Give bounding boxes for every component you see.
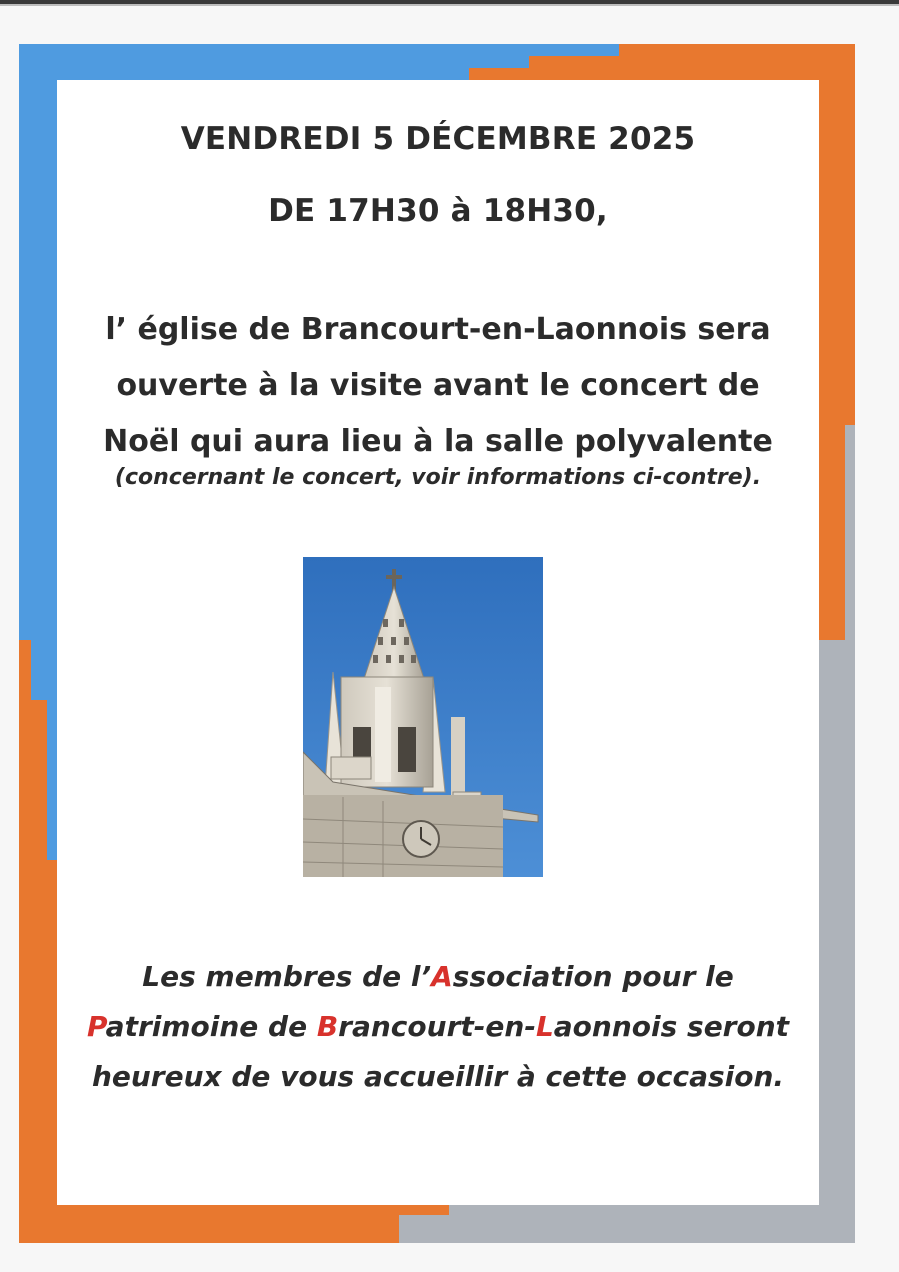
event-time: DE 17H30 à 18H30, [268, 193, 608, 229]
concert-note: (concernant le concert, voir informations ci-contre). [114, 465, 762, 490]
poster-card [57, 80, 819, 1205]
closing-line-3: heureux de vous accueillir à cette occasion. [91, 1060, 785, 1093]
highlight-letter-b: B [316, 1010, 339, 1043]
event-description [57, 302, 819, 470]
description-line: Noël qui aura lieu à la salle polyvalente [103, 424, 773, 459]
closing-line-1 [57, 952, 819, 1002]
description-line: l’ église de Brancourt-en-Laonnois sera [105, 312, 771, 347]
highlight-letter-a: A [431, 960, 453, 993]
bell-tower-illustration [303, 557, 543, 877]
closing-text: ssociation pour le [452, 960, 734, 993]
closing-text: Les membres de l’ [142, 960, 432, 993]
scan-edge-shadow [0, 4, 899, 6]
closing-text: atrimoine de [105, 1010, 317, 1043]
closing-text: aonnois seront [553, 1010, 790, 1043]
closing-text: rancourt-en- [338, 1010, 536, 1043]
closing-line-2 [57, 1002, 819, 1052]
highlight-letter-p: P [86, 1010, 106, 1043]
church-tower-photo [303, 557, 543, 877]
highlight-letter-l: L [535, 1010, 554, 1043]
description-line: ouverte à la visite avant le concert de [116, 368, 760, 403]
event-date: VENDREDI 5 DÉCEMBRE 2025 [180, 121, 696, 157]
closing-message [57, 952, 819, 1102]
